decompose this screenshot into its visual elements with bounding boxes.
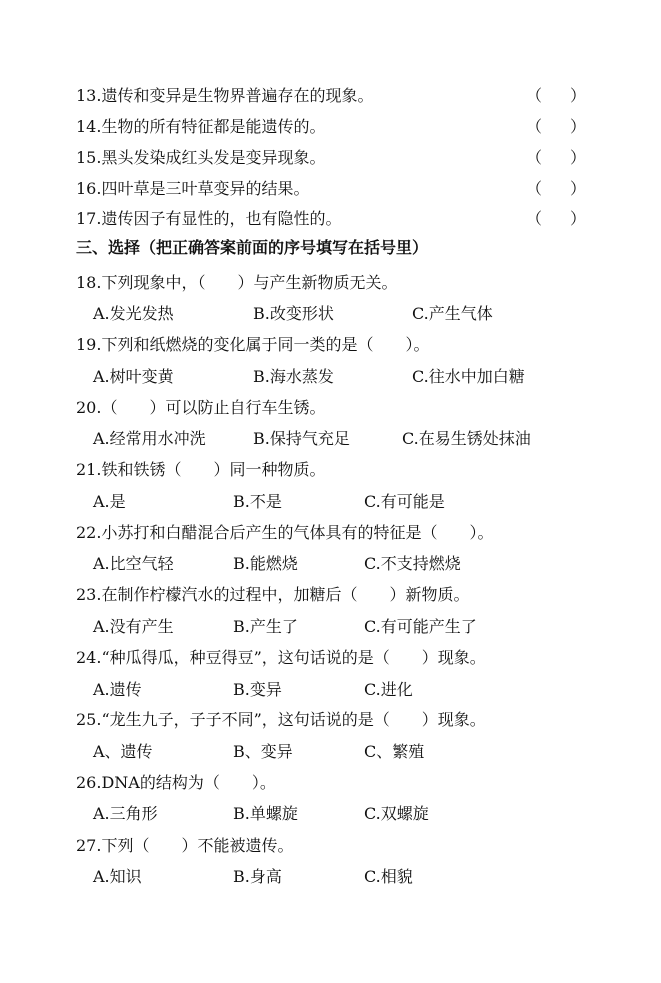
option-a[interactable]: A.经常用水冲洗 — [93, 429, 206, 448]
option-c[interactable]: C.进化 — [364, 680, 413, 699]
answer-blank[interactable]: （ ） — [526, 117, 586, 136]
option-c[interactable]: C、繁殖 — [364, 742, 425, 761]
mc-question-27: 27.下列（ ）不能被遗传。 — [76, 836, 294, 855]
option-b[interactable]: B.能燃烧 — [233, 554, 298, 573]
option-a[interactable]: A.知识 — [93, 867, 142, 886]
tf-question-text: 15.黑头发染成红头发是变异现象。 — [76, 148, 326, 167]
option-c[interactable]: C.产生气体 — [412, 304, 493, 323]
option-c[interactable]: C.有可能产生了 — [364, 617, 477, 636]
option-a[interactable]: A.比空气轻 — [93, 554, 174, 573]
option-a[interactable]: A.三角形 — [93, 804, 158, 823]
option-c[interactable]: C.在易生锈处抹油 — [402, 429, 531, 448]
tf-question-14 — [76, 114, 586, 140]
option-c[interactable]: C.相貌 — [364, 867, 413, 886]
option-b[interactable]: B、变异 — [233, 742, 293, 761]
answer-blank[interactable]: （ ） — [526, 209, 586, 228]
option-c[interactable]: C.不支持燃烧 — [364, 554, 461, 573]
mc-question-21: 21.铁和铁锈（ ）同一种物质。 — [76, 460, 326, 479]
tf-question-13 — [76, 83, 586, 109]
mc-question-25: 25.“龙生九子，子子不同”，这句话说的是（ ）现象。 — [76, 710, 486, 729]
mc-question-20: 20.（ ）可以防止自行车生锈。 — [76, 398, 326, 417]
mc-question-24: 24.“种瓜得瓜，种豆得豆”，这句话说的是（ ）现象。 — [76, 648, 486, 667]
option-b[interactable]: B.产生了 — [233, 617, 298, 636]
tf-question-15 — [76, 145, 586, 171]
option-c[interactable]: C.双螺旋 — [364, 804, 429, 823]
option-a[interactable]: A、遗传 — [93, 742, 153, 761]
option-c[interactable]: C.有可能是 — [364, 492, 445, 511]
mc-question-18: 18.下列现象中，（ ）与产生新物质无关。 — [76, 273, 398, 292]
option-c[interactable]: C.往水中加白糖 — [412, 367, 525, 386]
tf-question-16 — [76, 176, 586, 202]
option-a[interactable]: A.是 — [93, 492, 126, 511]
mc-question-19: 19.下列和纸燃烧的变化属于同一类的是（ ）。 — [76, 335, 430, 354]
mc-question-23: 23.在制作柠檬汽水的过程中，加糖后（ ）新物质。 — [76, 585, 470, 604]
option-a[interactable]: A.树叶变黄 — [93, 367, 174, 386]
option-b[interactable]: B.不是 — [233, 492, 282, 511]
mc-question-26: 26.DNA的结构为（ ）。 — [76, 773, 276, 792]
tf-question-text: 17.遗传因子有显性的，也有隐性的。 — [76, 209, 342, 228]
tf-question-text: 14.生物的所有特征都是能遗传的。 — [76, 117, 326, 136]
option-b[interactable]: B.海水蒸发 — [253, 367, 334, 386]
answer-blank[interactable]: （ ） — [526, 148, 586, 167]
option-b[interactable]: B.改变形状 — [253, 304, 334, 323]
tf-question-17 — [76, 206, 586, 232]
option-a[interactable]: A.遗传 — [93, 680, 142, 699]
answer-blank[interactable]: （ ） — [526, 86, 586, 105]
tf-question-text: 13.遗传和变异是生物界普遍存在的现象。 — [76, 86, 374, 105]
mc-question-22: 22.小苏打和白醋混合后产生的气体具有的特征是（ ）。 — [76, 523, 494, 542]
option-b[interactable]: B.变异 — [233, 680, 282, 699]
answer-blank[interactable]: （ ） — [526, 179, 586, 198]
option-b[interactable]: B.保持气充足 — [253, 429, 350, 448]
option-b[interactable]: B.单螺旋 — [233, 804, 298, 823]
section-heading: 三、选择（把正确答案前面的序号填写在括号里） — [76, 238, 429, 257]
option-a[interactable]: A.没有产生 — [93, 617, 174, 636]
tf-question-text: 16.四叶草是三叶草变异的结果。 — [76, 179, 310, 198]
option-b[interactable]: B.身高 — [233, 867, 282, 886]
option-a[interactable]: A.发光发热 — [93, 304, 174, 323]
